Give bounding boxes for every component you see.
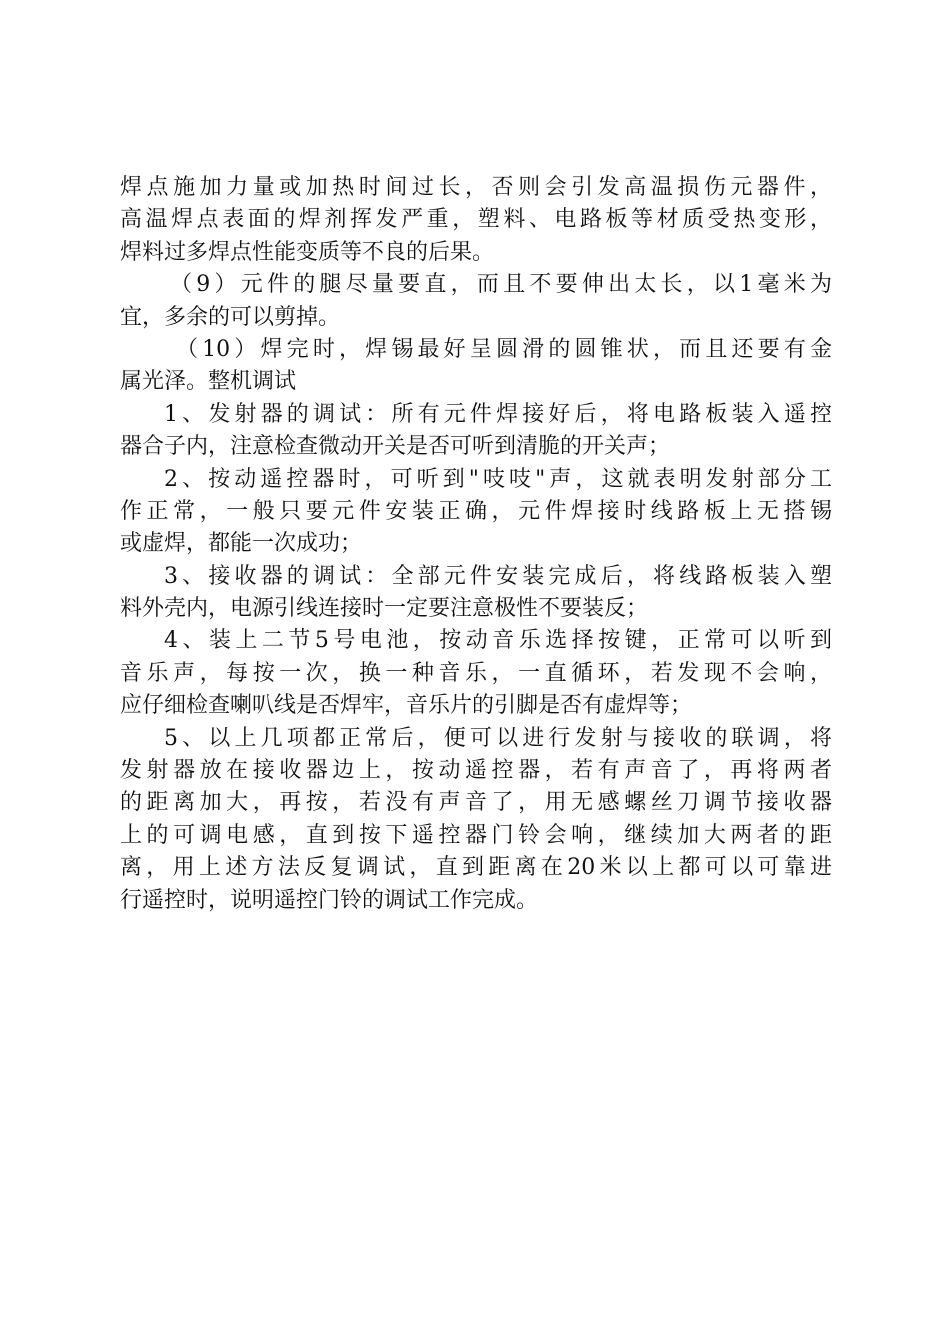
text-line: 器合子内，注意检查微动开关是否可听到清脆的开关声； bbox=[120, 434, 671, 460]
text-line: 作正常，一般只要元件安装正确，元件焊接时线路板上无搭锡 bbox=[120, 498, 832, 524]
text-line: 音乐声，每按一次，换一种音乐，一直循环，若发现不会响， bbox=[120, 660, 832, 686]
text-line: 或虚焊，都能一次成功； bbox=[120, 531, 363, 557]
text-line: 发射器放在接收器边上，按动遥控器，若有声音了，再将两者 bbox=[120, 758, 832, 784]
text-line: 3、接收器的调试：全部元件安装完成后，将线路板装入塑 bbox=[164, 563, 832, 589]
document-body bbox=[120, 172, 832, 917]
text-line: 高温焊点表面的焊剂挥发严重，塑料、电路板等材质受热变形， bbox=[120, 207, 832, 233]
text-line: 1、发射器的调试：所有元件焊接好后，将电路板装入遥控 bbox=[164, 401, 832, 427]
text-line: 行遥控时，说明遥控门铃的调试工作完成。 bbox=[120, 887, 539, 913]
text-line: 的距离加大，再按，若没有声音了，用无感螺丝刀调节接收器 bbox=[120, 790, 832, 816]
text-line: （10）焊完时，焊锡最好呈圆滑的圆锥状，而且还要有金 bbox=[176, 336, 832, 362]
text-line: 宜，多余的可以剪掉。 bbox=[120, 304, 341, 330]
text-line: （9）元件的腿尽量要直，而且不要伸出太长，以1毫米为 bbox=[170, 272, 832, 298]
text-line: 2、按动遥控器时，可听到"吱吱"声，这就表明发射部分工 bbox=[164, 466, 832, 492]
text-line: 离，用上述方法反复调试，直到距离在20米以上都可以可靠进 bbox=[120, 855, 832, 881]
text-line: 料外壳内，电源引线连接时一定要注意极性不要装反； bbox=[120, 596, 649, 622]
text-line: 焊点施加力量或加热时间过长，否则会引发高温损伤元器件， bbox=[120, 175, 832, 200]
text-line: 属光泽。整机调试 bbox=[120, 369, 297, 395]
text-line: 5、以上几项都正常后，便可以进行发射与接收的联调，将 bbox=[164, 725, 832, 751]
text-line: 焊料过多焊点性能变质等不良的后果。 bbox=[120, 239, 495, 265]
text-line: 4、装上二节5号电池，按动音乐选择按键，正常可以听到 bbox=[164, 628, 832, 654]
text-line: 应仔细检查喇叭线是否焊牢，音乐片的引脚是否有虚焊等； bbox=[120, 693, 693, 719]
text-line: 上的可调电感，直到按下遥控器门铃会响，继续加大两者的距 bbox=[120, 822, 832, 848]
